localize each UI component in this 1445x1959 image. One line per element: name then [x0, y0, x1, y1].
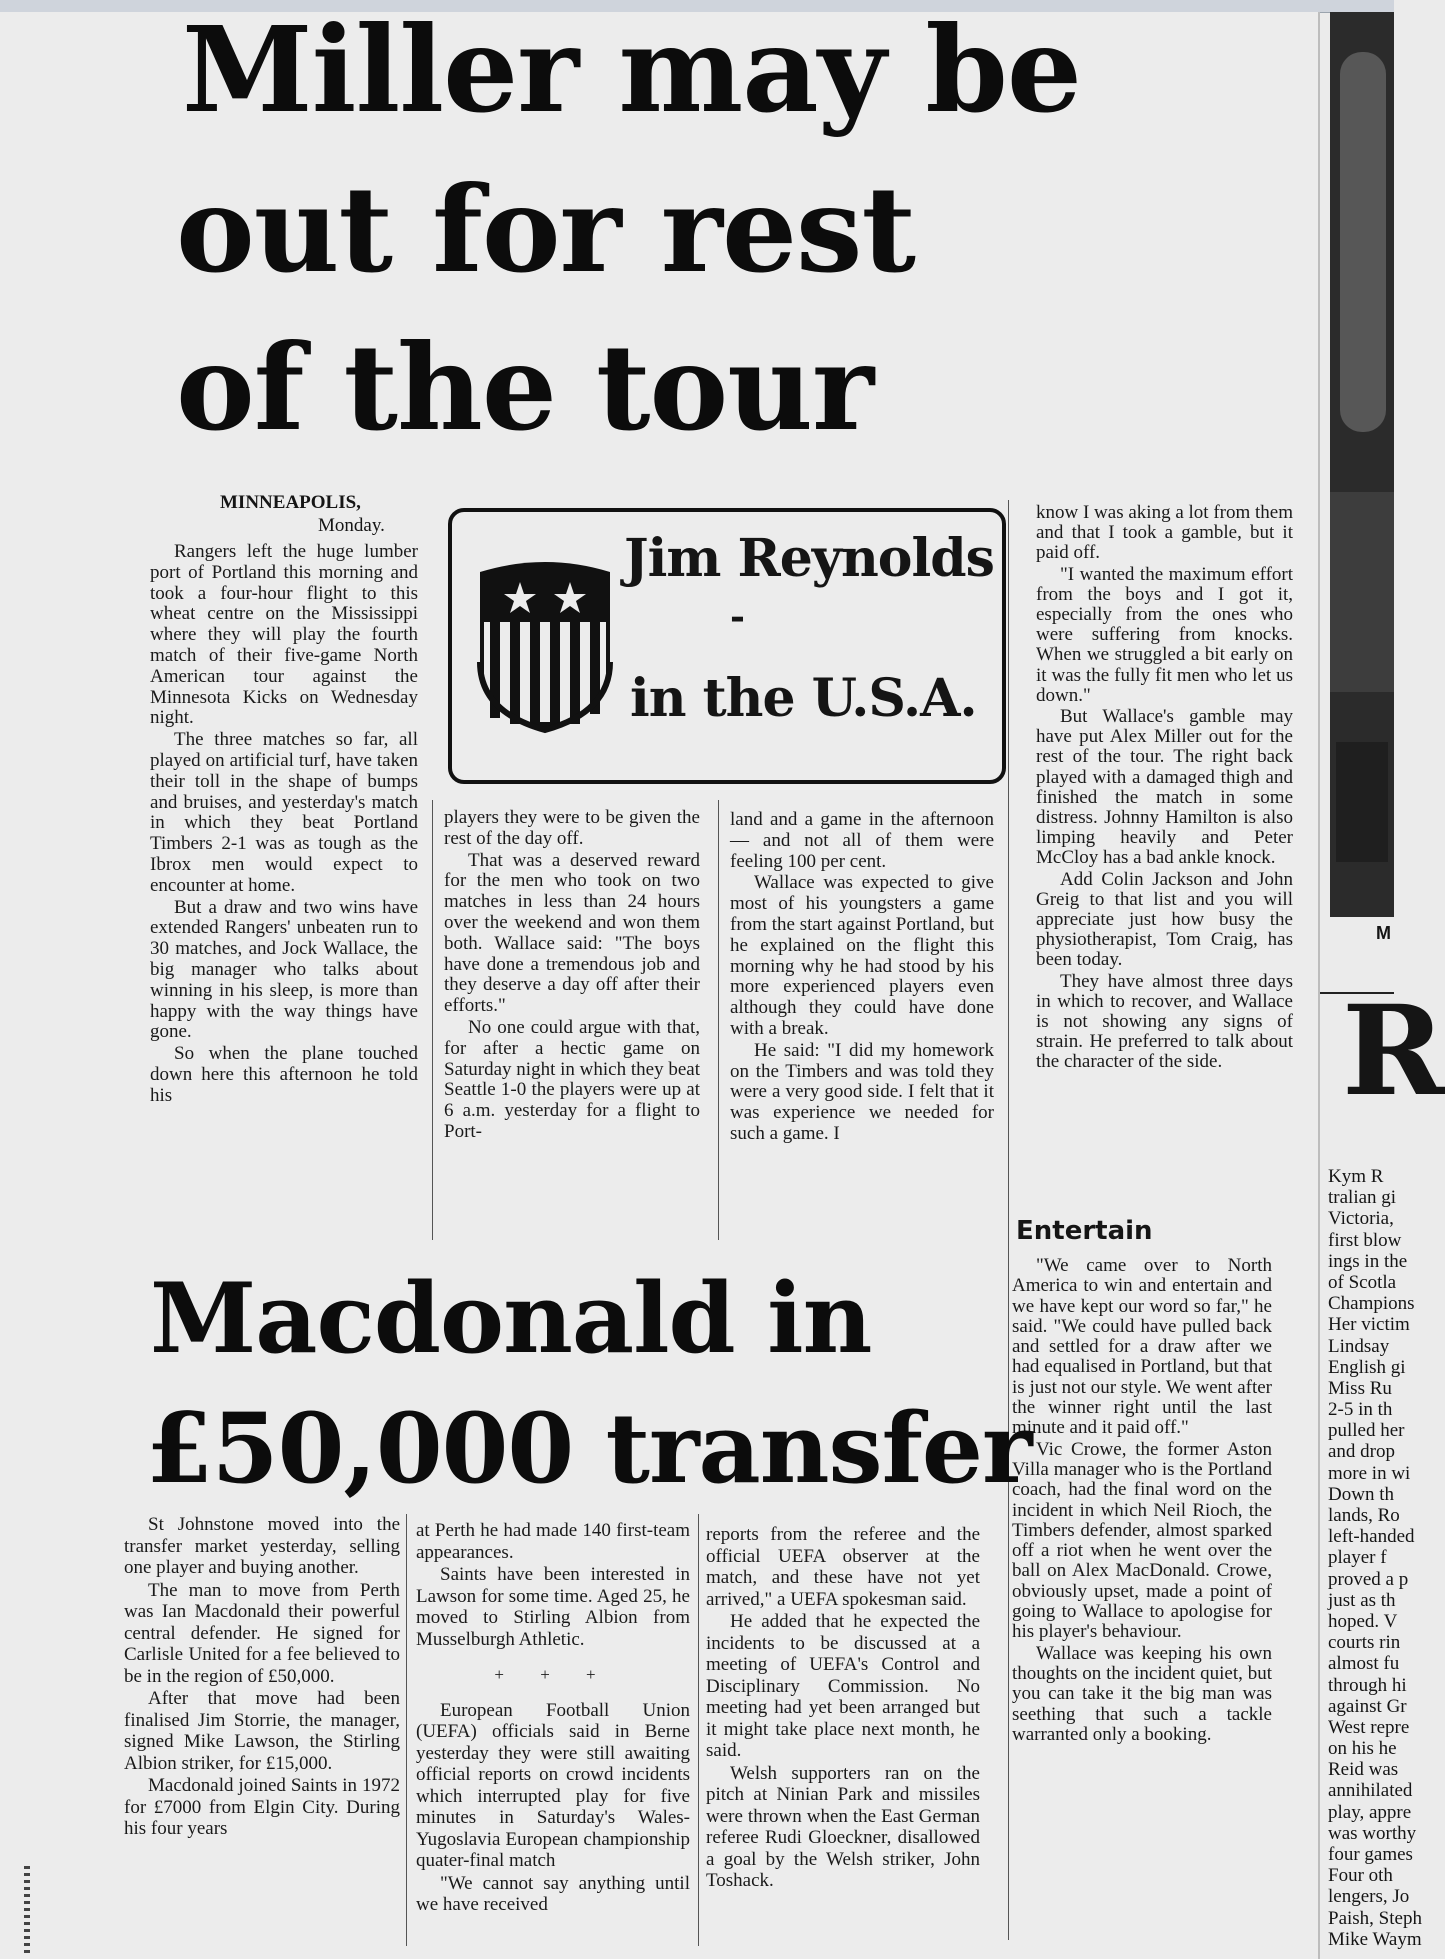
paragraph: Wallace was keeping his own thoughts on the incident quiet, but you can take it the big man was seething that such a tackle warranted only a booking.	[1012, 1642, 1272, 1745]
cropped-line: and drop	[1328, 1441, 1396, 1463]
column-rule	[406, 1514, 407, 1946]
cropped-photo	[1330, 12, 1394, 917]
cropped-line: Paish, Steph	[1328, 1907, 1422, 1929]
paragraph: players they were to be given the rest of the day off.	[444, 807, 700, 849]
cropped-line: on his he	[1328, 1738, 1397, 1760]
subhead-entertain: Entertain	[1016, 1216, 1153, 1246]
paragraph: at Perth he had made 140 first-team appearances.	[416, 1520, 690, 1563]
paragraph: Saints have been interested in Lawson for some time. Aged 25, he moved to Stirling Albion from Musselburgh Athletic.	[416, 1564, 690, 1650]
cropped-line: through hi	[1328, 1674, 1407, 1696]
cropped-line: lengers, Jo	[1328, 1886, 1410, 1908]
paragraph: They have almost three days in which to recover, and Wallace is not showing any signs of strain. He preferred to talk about the character of the side.	[1036, 970, 1293, 1073]
cropped-line: four games	[1328, 1844, 1413, 1865]
paragraph: Macdonald joined Saints in 1972 for £7000 from Elgin City. During his four years	[124, 1775, 400, 1839]
cropped-line: Champions	[1328, 1293, 1415, 1315]
paragraph: know I was aking a lot from them and that I took a gamble, but it paid off.	[1036, 502, 1293, 564]
cropped-line: ings in the	[1328, 1250, 1408, 1272]
paragraph: Wallace was expected to give most of his youngsters a game from the start against Portland, but he explained on the flight this morning why he had stood by his more experienced players even although they could have done with a break.	[730, 872, 994, 1039]
cropped-line: left-handed	[1328, 1526, 1415, 1548]
photo-figure	[1330, 492, 1394, 692]
column-gutter	[1318, 12, 1320, 1959]
paragraph: land and a game in the afternoon — and not all of them were feeling 100 per cent.	[730, 809, 994, 872]
cropped-headline: R	[1342, 979, 1445, 1124]
cropped-line: 2-5 in th	[1328, 1399, 1393, 1421]
headline2-line-1: Macdonald in	[150, 1262, 872, 1375]
cropped-line: tralian gi	[1328, 1187, 1397, 1209]
story2-column-1	[124, 1514, 400, 1841]
paragraph: But a draw and two wins have extended Rangers' unbeaten run to 30 matches, and Jock Wallace, the big manager who talks about winning in his sleep, is more than happy with the way things have gone.	[150, 896, 418, 1043]
paragraph: European Football Union (UEFA) officials said in Berne yesterday they were still awaiting official reports on crowd incidents which interrupted play for five minutes in Saturday's Wales-Yugoslavia European championship quater-final match	[416, 1699, 690, 1871]
cropped-line: was worthy	[1328, 1822, 1417, 1844]
cropped-line: hoped. V	[1328, 1610, 1398, 1632]
byline-place: in the U.S.A.	[630, 668, 977, 729]
cropped-line: courts rin	[1328, 1632, 1401, 1654]
cropped-line: Four oth	[1328, 1865, 1393, 1887]
paragraph: Welsh supporters ran on the pitch at Ninian Park and missiles were thrown when the East German referee Rudi Gloeckner, disallowed a goal by the Welsh striker, John Toshack.	[706, 1762, 980, 1891]
byline-separator: -	[730, 596, 745, 638]
cropped-line: West repre	[1328, 1716, 1410, 1738]
cropped-line: Kym R	[1328, 1166, 1384, 1187]
byline-name: Jim Reynolds	[624, 528, 994, 589]
cropped-line: more in wi	[1328, 1462, 1411, 1484]
photo-figure	[1340, 52, 1386, 432]
story2-column-2	[416, 1520, 690, 1917]
paragraph: The three matches so far, all played on artificial turf, have taken their toll in the shape of bumps and bruises, and yesterday's match in which they beat Portland Timbers 2-1 was as tough as the Ibrox men would expect to encounter at home.	[150, 729, 418, 896]
story1-column-2	[444, 808, 700, 1144]
paragraph: Rangers left the huge lumber port of Portland this morning and took a four-hour flight to this wheat centre on the Mississippi where they will play the fourth match of their five-game North American tour against the Minnesota Kicks on Wednesday night.	[150, 541, 418, 729]
story1-column-1	[150, 542, 418, 1108]
paragraph: The man to move from Perth was Ian Macdonald their powerful central defender. He signed for Carlisle United for a fee believed to be in the region of £50,000.	[124, 1579, 400, 1687]
headline2-line-2: £50,000 transfer	[146, 1392, 1032, 1505]
cropped-line: Her victim	[1328, 1314, 1410, 1336]
headline-line-3: of the tour	[176, 318, 874, 457]
paragraph: St Johnstone moved into the transfer market yesterday, selling one player and buying another.	[124, 1514, 400, 1578]
cropped-line: of Scotla	[1328, 1271, 1397, 1293]
dateline-day: Monday.	[318, 515, 385, 536]
column-rule	[1008, 500, 1009, 1940]
page-edge-mark	[24, 1866, 30, 1956]
dateline-city: MINNEAPOLIS,	[220, 492, 361, 513]
column-rule	[432, 800, 433, 1240]
photo-figure	[1336, 742, 1388, 862]
column-rule	[718, 800, 719, 1240]
cropped-line: Lindsay	[1328, 1335, 1390, 1357]
cropped-line: proved a p	[1328, 1568, 1409, 1590]
paragraph: So when the plane touched down here this afternoon he told his	[150, 1043, 418, 1106]
story1-column-4b	[1012, 1256, 1272, 1746]
paragraph: Vic Crowe, the former Aston Villa manager who is the Portland coach, had the final word on the incident in which Neil Rioch, the Timbers defender, almost sparked off a riot when he went over the ball on Alex MacDonald. Crowe, obviously upset, made a point of going to Wallace to apologise for his player's behaviour.	[1012, 1438, 1272, 1643]
cropped-line: almost fu	[1328, 1653, 1400, 1675]
paragraph: "I wanted the maximum effort from the boys and I got it, especially from the ones who were suffering from knocks. When we struggled a bit early on it was the fully fit men who let us down."	[1036, 563, 1293, 706]
cropped-line: just as th	[1328, 1589, 1396, 1611]
paragraph: He added that he expected the incidents to be discussed at a meeting of UEFA's Control and Disciplinary Commission. No meeting had yet been arranged but it might take place next month, he said.	[706, 1611, 980, 1761]
cropped-line: first blow	[1328, 1229, 1402, 1251]
cropped-line: English gi	[1328, 1356, 1406, 1378]
paragraph: No one could argue with that, for after a hectic game on Saturday night in which they beat Seattle 1-0 the players were up at 6 a.m. yesterday for a flight to Port-	[444, 1016, 700, 1142]
story2-column-3	[706, 1524, 980, 1893]
cropped-line: pulled her	[1328, 1420, 1405, 1442]
paragraph: That was a deserved reward for the men who took on two matches in less than 24 hours over the weekend and won them both. Wallace said: "The boys have done a tremendous job and they deserve a day off after their efforts."	[444, 849, 700, 1017]
paragraph: After that move had been finalised Jim Storrie, the manager, signed Mike Lawson, the Stirling Albion striker, for £15,000.	[124, 1688, 400, 1774]
cropped-column	[1328, 1166, 1422, 1950]
usa-shield-icon	[470, 552, 620, 732]
cropped-line: player f	[1328, 1547, 1387, 1569]
cropped-line: Victoria,	[1328, 1208, 1394, 1230]
photo-caption: M	[1376, 923, 1391, 943]
cropped-line: Miss Ru	[1328, 1377, 1392, 1399]
cropped-line: annihilated	[1328, 1780, 1413, 1802]
cropped-line: play, appre	[1328, 1801, 1412, 1823]
section-break-stars: + + +	[494, 1665, 612, 1684]
paragraph: reports from the referee and the official UEFA observer at the match, and these have not yet arrived," a UEFA spokesman said.	[706, 1524, 980, 1610]
paragraph: Add Colin Jackson and John Greig to that list and you will appreciate just how busy the physiotherapist, Tom Craig, has been today.	[1036, 868, 1293, 971]
cropped-line: Mike Waym	[1328, 1928, 1422, 1950]
paragraph: He said: "I did my homework on the Timbers and was told they were a very good side. I felt that it was experience we needed for such a game. I	[730, 1039, 994, 1144]
cropped-line: lands, Ro	[1328, 1505, 1400, 1526]
headline-line-1: Miller may be	[182, 0, 1081, 139]
story1-column-3	[730, 810, 994, 1146]
paragraph: But Wallace's gamble may have put Alex Miller out for the rest of the tour. The right back played with a damaged thigh and finished the match in some distress. Johnny Hamilton is also limping heavily and Peter McCloy has a bad ankle knock.	[1036, 706, 1293, 869]
cropped-line: Reid was	[1328, 1759, 1399, 1781]
byline-box	[448, 508, 1006, 784]
headline-line-2: out for rest	[176, 160, 915, 299]
paragraph: "We cannot say anything until we have received	[416, 1872, 690, 1915]
cropped-line: Down th	[1328, 1483, 1394, 1505]
cropped-line: against Gr	[1328, 1695, 1407, 1717]
story1-column-4	[1036, 503, 1293, 1074]
column-rule	[698, 1514, 699, 1946]
paragraph: "We came over to North America to win and entertain and we have kept our word so far," he said. "We could have pulled back and settled for a draw after we had equalised in Portland, but that is just not our style. We went after the winner right until the last minute and it paid off."	[1012, 1255, 1272, 1439]
